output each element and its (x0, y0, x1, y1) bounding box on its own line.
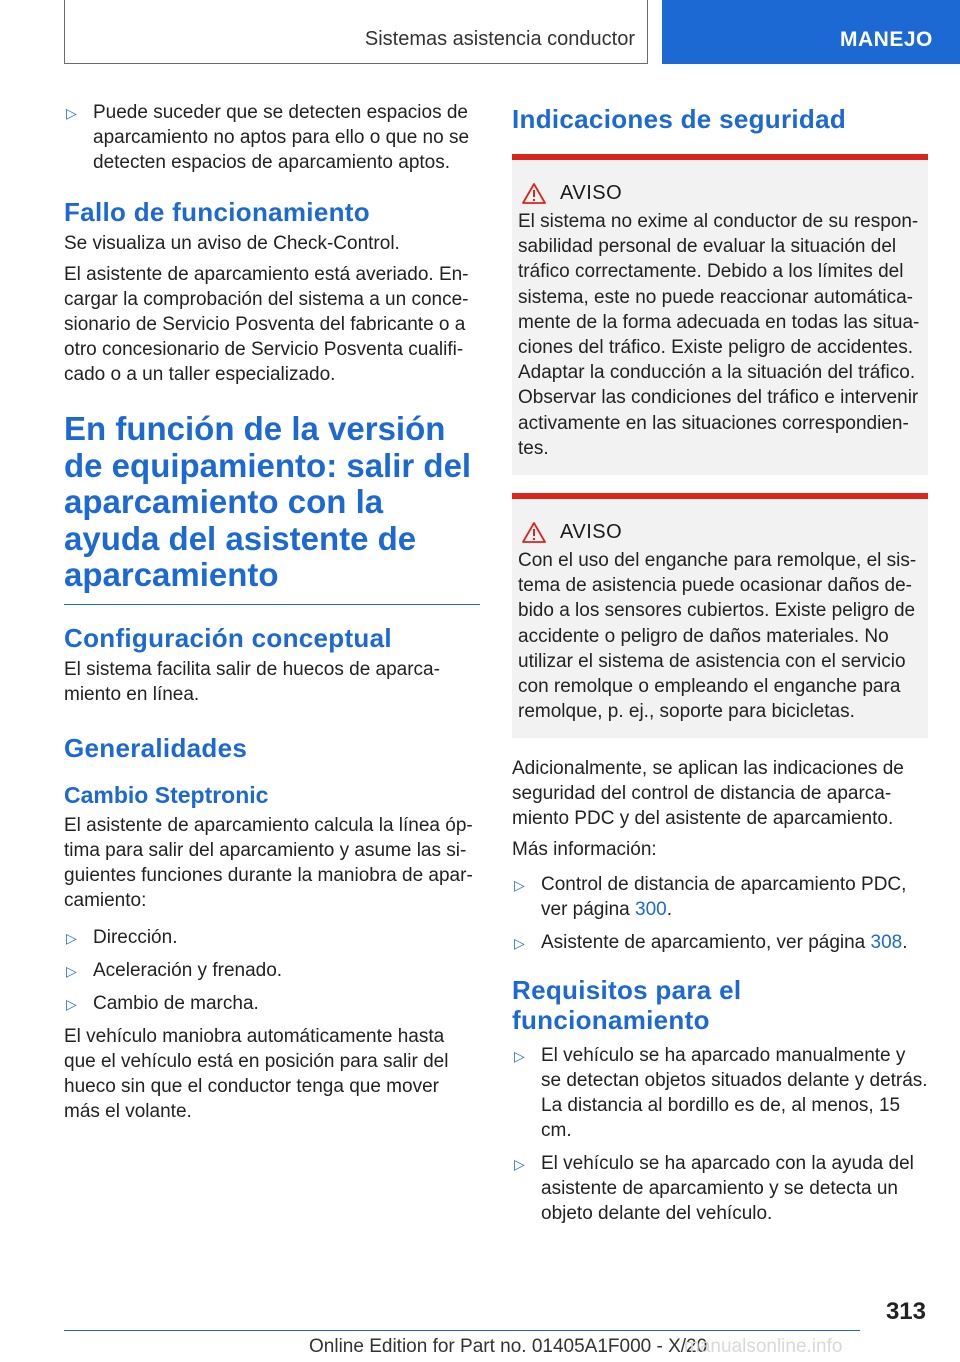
warning-box (512, 154, 928, 475)
list-item: ▷ El vehículo se ha aparcado con la ayuda del asistente de aparcamiento y se detecta un objeto delante del vehículo. (514, 1153, 914, 1225)
heading-configuracion: Configuración conceptual (64, 622, 392, 653)
warning-title: AVISO (560, 182, 623, 204)
warning-header (522, 182, 922, 205)
list-item: ▷ Asistente de aparcamiento, ver página 308. (512, 930, 928, 955)
header-section-title: Sistemas asistencia conductor (364, 28, 635, 50)
triangle-right-icon: ▷ (514, 935, 525, 952)
heading-rule (64, 604, 480, 605)
triangle-right-icon: ▷ (514, 1048, 525, 1065)
heading-fallo: Fallo de funcionamiento (64, 197, 370, 227)
footer-edition: Online Edition for Part no. 01405A1F000 - X/20 (309, 1336, 708, 1357)
list-item: ▷ Aceleración y frenado. (64, 958, 480, 983)
triangle-right-icon: ▷ (514, 1156, 525, 1173)
triangle-right-icon: ▷ (514, 877, 525, 894)
list-item: ▷ El vehículo se ha aparcado manualmente y se detectan objetos situados delante y detrás. La distancia al bordillo es de, al menos, 15 cm. (514, 1045, 928, 1142)
triangle-right-icon: ▷ (66, 929, 77, 946)
paragraph: Más información: (512, 839, 657, 861)
list-item: ▷ Control de distancia de aparcamiento PDC, ver página 300. (514, 874, 907, 921)
heading-seguridad: Indicaciones de seguridad (512, 104, 847, 134)
warning-triangle-icon (522, 522, 546, 543)
heading-generalidades: Generalidades (64, 732, 248, 763)
heading-requisitos: Requisitos para el funcionamiento (512, 975, 742, 1036)
footer-rule (64, 1330, 860, 1331)
header-chapter-label: MANEJO (840, 28, 933, 51)
paragraph: El sistema facilita salir de huecos de aparca-miento en línea. (64, 658, 440, 705)
list-item: ▷ Puede suceder que se detecten espacios de aparcamiento no aptos para ello o que no se detecten espacios de aparcamiento aptos. (66, 102, 470, 173)
list-item: ▷ Dirección. (64, 925, 480, 950)
list-item: ▷ Cambio de marcha. (64, 991, 480, 1016)
paragraph: Adicionalmente, se aplican las indicaciones de seguridad del control de distancia de aparca-miento PDC y del asistente de aparcamiento. (512, 758, 904, 830)
left-column (64, 100, 480, 1130)
warning-text: Con el uso del enganche para remolque, el sis-tema de asistencia puede ocasionar daños de-bido a los sensores cubiertos. Existe peligro de accidente o peligro de daños materiales. No utilizar el sistema de asistencia con el servicio con remolque o empleando el enganche para remolque, p. ej., soporte para bicicletas. (518, 550, 917, 723)
watermark: manualsonline.info (684, 1336, 843, 1357)
triangle-right-icon: ▷ (66, 105, 77, 121)
main-heading: En función de la versión de equipamiento: salir del aparcamiento con la ayuda del asistente de aparcamiento (64, 410, 472, 593)
triangle-right-icon: ▷ (66, 995, 77, 1012)
header-chapter-tab (662, 0, 960, 64)
triangle-right-icon: ▷ (66, 962, 77, 979)
heading-cambio-steptronic: Cambio Steptronic (64, 781, 269, 808)
paragraph: Se visualiza un aviso de Check-Control. (64, 233, 400, 254)
warning-text: El sistema no exime al conductor de su respon-sabilidad personal de evaluar la situación del tráfico correctamente. Debido a los límites del sistema, este no puede reaccionar automática-mente de la forma adecuada en todas las situa-ciones del tráfico. Existe peligro de accidentes. Adaptar la conducción a la situación del tráfico. Observar las condiciones del tráfico e intervenir activamente en las situaciones correspondien-tes. (518, 211, 920, 459)
page-number: 313 (885, 1298, 926, 1325)
header-section-box (64, 0, 648, 64)
warning-triangle-icon (522, 183, 546, 204)
paragraph: El asistente de aparcamiento calcula la línea óp-tima para salir del aparcamiento y asume las si-guientes funciones durante la maniobra de apar-camiento: (64, 814, 473, 911)
warning-title: AVISO (560, 521, 623, 544)
paragraph: El asistente de aparcamiento está averiado. En-cargar la comprobación del sistema a un conce-sionario de Servicio Posventa del fabricante o a otro concesionario de Servicio Posventa cualifi-cado o a un taller especializado. (64, 264, 469, 385)
paragraph: El vehículo maniobra automáticamente hasta que el vehículo está en posición para salir del hueco sin que el conductor tenga que mover más el volante. (64, 1025, 449, 1122)
warning-box (512, 493, 928, 738)
right-column (512, 100, 928, 1234)
warning-header (522, 521, 922, 544)
page-link-308[interactable]: 308 (870, 932, 903, 954)
page-link-300[interactable]: 300 (635, 899, 667, 921)
